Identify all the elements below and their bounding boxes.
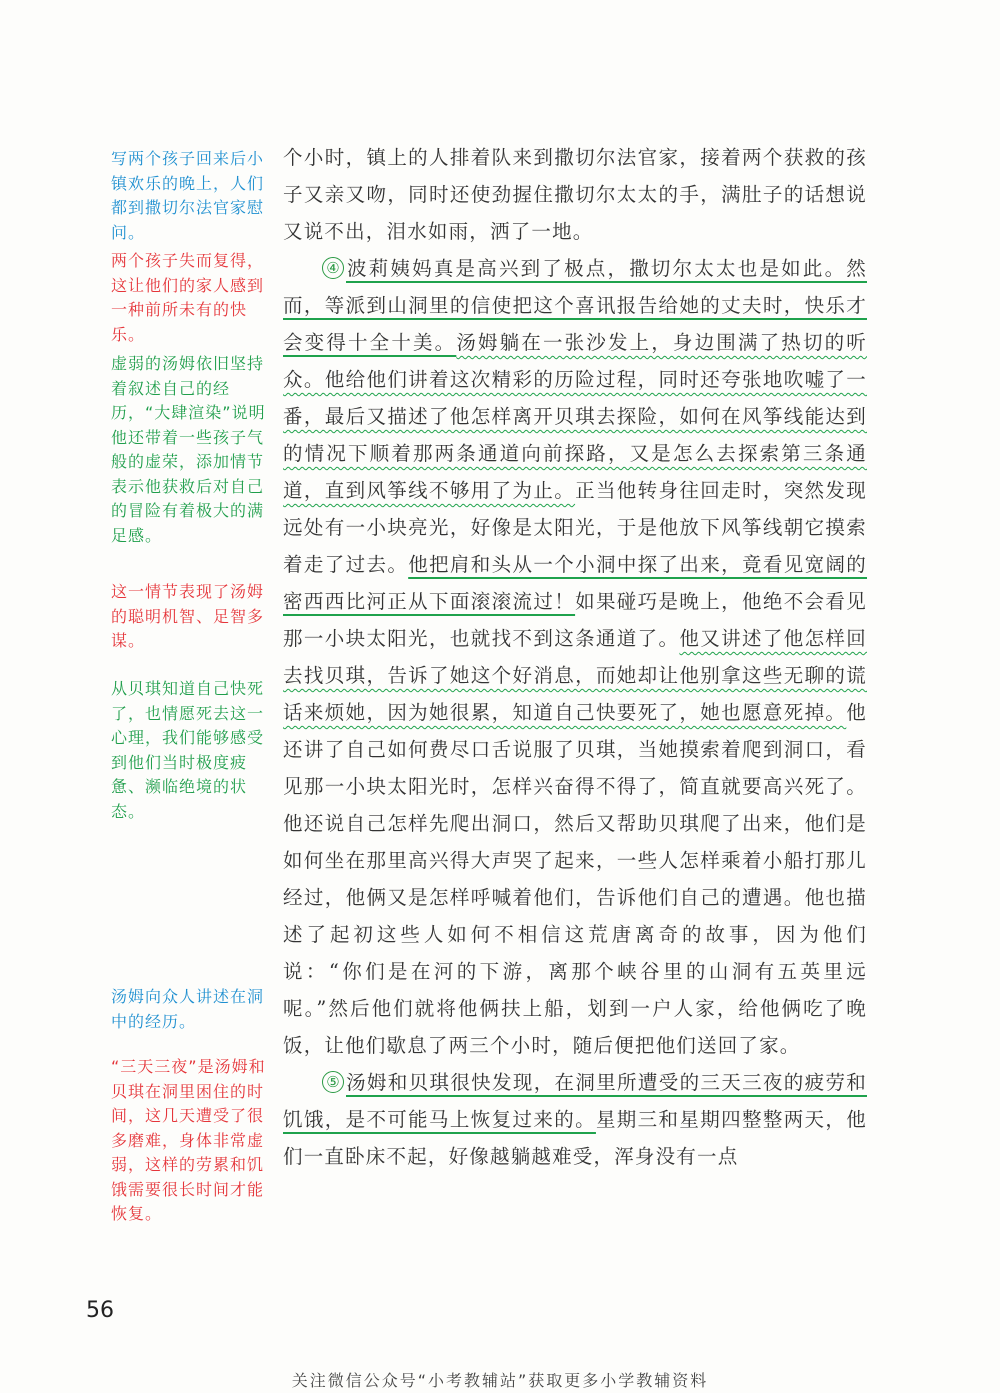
- sentence: 正当他转身往回走时，突然发现远处有一小块亮光，好像是太阳光，于是他放下风筝线朝它摸索着走了过去。: [283, 479, 867, 576]
- paragraph-number: ⑤: [322, 1071, 344, 1093]
- footer-note: 关注微信公众号“小考教辅站”获取更多小学教辅资料: [291, 1371, 709, 1390]
- margin-note-3: 虚弱的汤姆依旧坚持着叙述自己的经历，“大肆渲染”说明他还带着一些孩子气般的虚荣，添加情节表示他获救后对自己的冒险有着极大的满足感。: [111, 354, 266, 545]
- paragraph: [283, 139, 867, 250]
- margin-note-1: 写两个孩子回来后小镇欢乐的晚上，人们都到撒切尔法官家慰问。: [111, 149, 265, 242]
- margin-note-6: 汤姆向众人讲述在洞中的经历。: [111, 987, 265, 1031]
- paragraph: [283, 250, 867, 1064]
- underlined-sentence: 他把肩和头从一个小洞中探了出来，竟看见宽阔的密西西比河正从下面滚滚流过！: [283, 553, 868, 613]
- underlined-sentence: 波莉姨妈真是高兴到了极点，撒切尔太太也是如此。然而，等派到山洞里的信使把这个喜讯报告给她的丈夫时，快乐才会变得十全十美。: [283, 257, 867, 354]
- sentence: 个小时，镇上的人排着队来到撒切尔法官家，接着两个获救的孩子又亲又吻，同时还使劲握住撒切尔太太的手，满肚子的话想说又说不出，泪水如雨，洒了一地。: [283, 146, 867, 243]
- page-number: 56: [86, 1298, 114, 1323]
- main-text: [283, 139, 867, 1175]
- margin-note-2: 两个孩子失而复得，这让他们的家人感到一种前所未有的快乐。: [111, 251, 265, 344]
- margin-note-4: 这一情节表现了汤姆的聪明机智、足智多谋。: [111, 582, 265, 650]
- margin-note-7: “三天三夜”是汤姆和贝琪在洞里困住的时间，这几天遭受了很多磨难，身体非常虚弱，这样的劳累和饥饿需要很长时间才能恢复。: [111, 1057, 266, 1223]
- sentence: 如果碰巧是晚上，他绝不会看见那一小块太阳光，也就找不到这条通道了。: [283, 590, 867, 650]
- margin-note-5: 从贝琪知道自己快死了，也情愿死去这一心理，我们能够感受到他们当时极度疲惫、濒临绝境的状态。: [111, 679, 265, 821]
- wavy-underlined-sentence: 他又讲述了他怎样回去找贝琪，告诉了她这个好消息，而她却让他别拿这些无聊的谎话来烦她，因为她很累，知道自己快要死了，她也愿意死掉。: [283, 627, 867, 724]
- sentence: 星期三和星期四整整两天，他们一直卧床不起，好像越躺越难受，浑身没有一点: [283, 1108, 867, 1168]
- wavy-underlined-sentence: 汤姆躺在一张沙发上，身边围满了热切的听众。他给他们讲着这次精彩的历险过程，同时还夸张地吹嘘了一番，最后又描述了他怎样离开贝琪去探险，如何在风筝线能达到的情况下顺着那两条通道向前探路，又是怎么去探索第三条通道，直到风筝线不够用了为止。: [283, 331, 867, 502]
- paragraph: [283, 1064, 867, 1175]
- underlined-sentence: 汤姆和贝琪很快发现，在洞里所遭受的三天三夜的疲劳和饥饿，是不可能马上恢复过来的。: [283, 1071, 867, 1131]
- sentence: 他还讲了自己如何费尽口舌说服了贝琪，当她摸索着爬到洞口，看见那一小块太阳光时，怎样兴奋得不得了，简直就要高兴死了。他还说自己怎样先爬出洞口，然后又帮助贝琪爬了出来，他们是如何坐在那里高兴得大声哭了起来，一些人怎样乘着小船打那儿经过，他俩又是怎样呼喊着他们，告诉他们自己的遭遇。他也描述了起初这些人如何不相信这荒唐离奇的故事，因为他们说：“你们是在河的下游，离那个峡谷里的山洞有五英里远呢。”然后他们就将他俩扶上船，划到一户人家，给他俩吃了晚饭，让他们歇息了两三个小时，随后便把他们送回了家。: [283, 701, 867, 1057]
- paragraph-number: ④: [322, 257, 344, 279]
